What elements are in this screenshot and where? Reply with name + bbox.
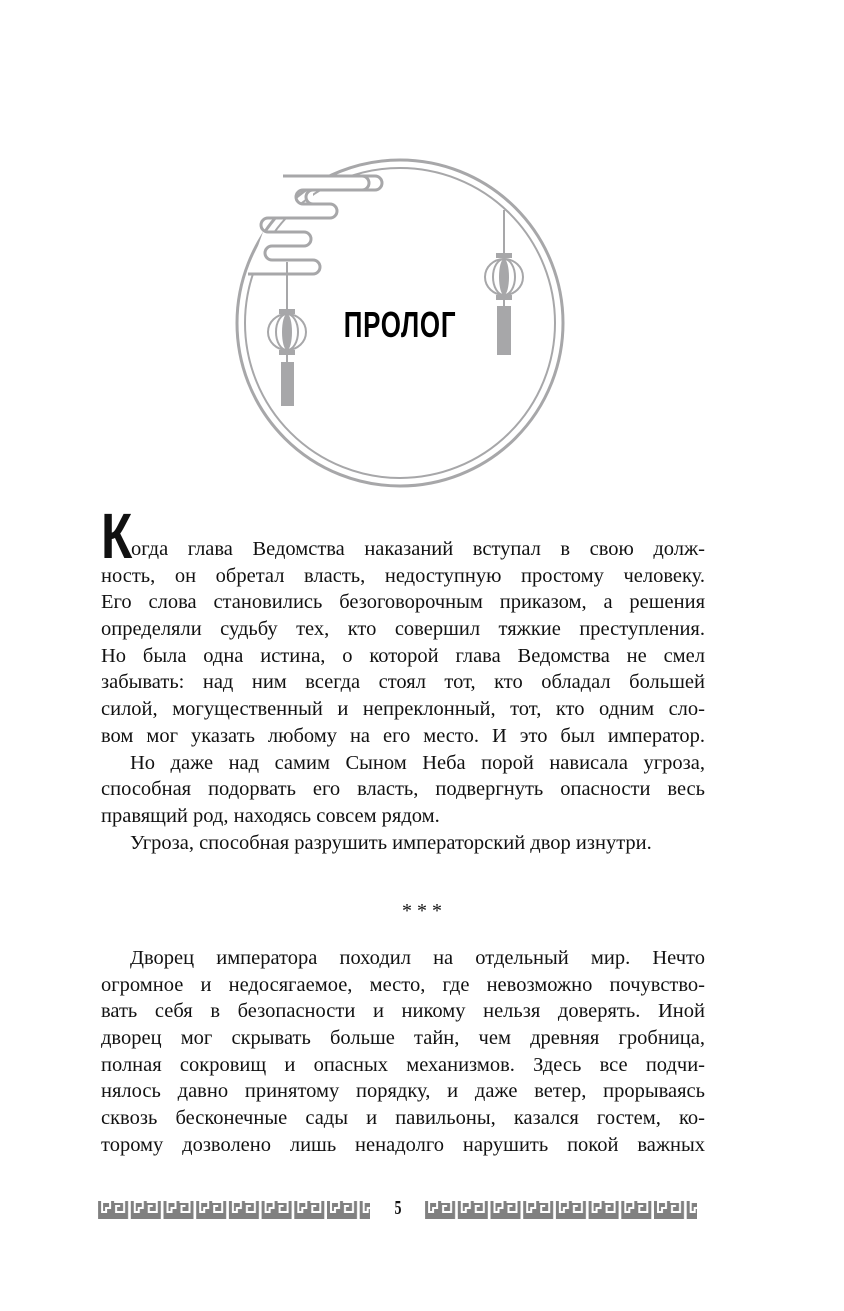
text-line: сквозь бесконечные сады и павильоны, казался гостем, ко-: [101, 1107, 705, 1130]
text-line: способная подорвать его власть, подвергнуть опасности весь: [101, 778, 705, 801]
text-line: огда глава Ведомства наказаний вступал в свою долж-: [131, 538, 705, 560]
paragraph-4: [101, 945, 705, 1159]
text-line: силой, могущественный и непреклонный, тот, кто одним сло-: [101, 698, 705, 721]
right-lantern-icon: [485, 210, 523, 355]
text-line: полная сокровищ и опасных механизмов. Здесь все подчи-: [101, 1053, 705, 1076]
text-line: нялось давно принятому порядку, и даже ветер, прорываясь: [101, 1080, 705, 1103]
text-line: Дворец императора походил на отдельный мир. Нечто: [130, 947, 705, 969]
text-line: Его слова становились безоговорочным приказом, а решения: [101, 591, 705, 614]
page-number: 5: [394, 1197, 402, 1219]
text-line: правящий род, находясь совсем рядом.: [101, 804, 440, 827]
left-lantern-icon: [268, 262, 306, 406]
text-line: Но была одна истина, о которой глава Ведомства не смел: [101, 644, 705, 667]
text-line: торому дозволено лишь ненадолго нарушить покой важных: [101, 1133, 705, 1156]
meander-left-icon: [98, 1201, 370, 1219]
text-line: Но даже над самим Сыном Неба порой нависала угроза,: [130, 751, 705, 774]
section-separator: * * *: [402, 900, 442, 922]
text-line: вать себя в безопасности и никому нельзя доверять. Иной: [101, 1000, 705, 1023]
chapter-emblem: [0, 0, 844, 520]
text-line: огромное и недосягаемое, место, где невозможно почувство-: [101, 973, 705, 996]
text-line: вом мог указать любому на его место. И это был император.: [101, 724, 705, 747]
drop-cap: К: [101, 500, 133, 572]
paragraph-1: [101, 500, 705, 856]
footer-ornament: [0, 1198, 844, 1222]
chapter-title: ПРОЛОГ: [343, 304, 457, 345]
text-line: определяли судьбу тех, кто совершил тяжкие преступления.: [101, 618, 705, 641]
text-line: забывать: над ним всегда стоял тот, кто обладал большей: [101, 671, 705, 694]
text-line: Угроза, способная разрушить императорский двор изнутри.: [130, 831, 652, 854]
text-line: ность, он обретал власть, недоступную простому человеку.: [101, 564, 705, 587]
meander-right-icon: [425, 1201, 697, 1219]
text-line: дворец мог скрывать больше тайн, чем древняя гробница,: [101, 1027, 705, 1050]
